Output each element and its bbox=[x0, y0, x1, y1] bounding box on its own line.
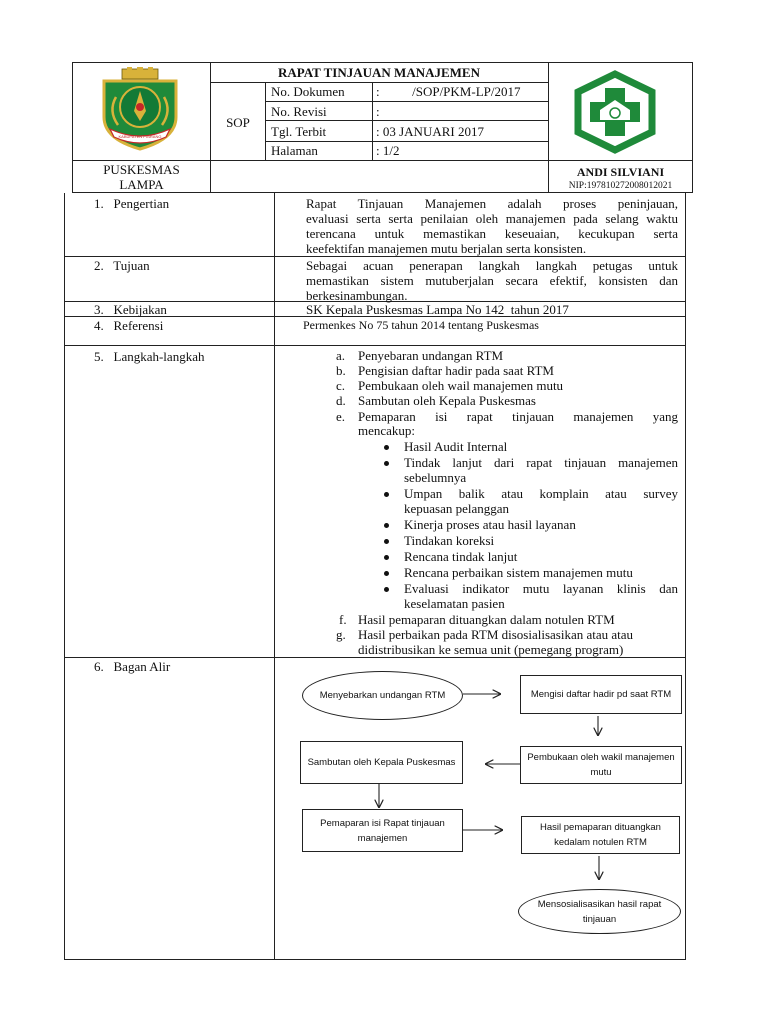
pengertian-line: Rapat Tinjauan Manajemen adalah proses peninjauan, bbox=[306, 196, 678, 211]
label-pengertian: 1. Pengertian bbox=[94, 196, 170, 211]
label-referensi: 4. Referensi bbox=[94, 318, 164, 333]
label-tujuan: 2. Tujuan bbox=[94, 258, 150, 273]
sop-label: SOP bbox=[226, 115, 250, 130]
bullet-text: Evaluasi indikator mutu layanan klinis dan bbox=[404, 581, 678, 596]
revision-label: No. Revisi bbox=[271, 104, 327, 119]
step-letter: f. bbox=[339, 612, 347, 627]
step-text: Pembukaan oleh wail manajemen mutu bbox=[358, 378, 564, 393]
bullet-text: kepuasan pelanggan bbox=[404, 501, 510, 516]
flow-node-socialize: Mensosialisasikan hasil rapat tinjauan bbox=[518, 889, 681, 934]
kebijakan-text: SK Kepala Puskesmas Lampa No 142 tahun 2017 bbox=[306, 302, 569, 317]
page-value: : 1/2 bbox=[376, 143, 400, 158]
step-text: Penyebaran undangan RTM bbox=[358, 348, 504, 363]
label-bagan-alir: 6. Bagan Alir bbox=[94, 659, 171, 674]
flow-node-distribute-invitation: Menyebarkan undangan RTM bbox=[302, 671, 463, 720]
step-text: Pemaparan isi rapat tinjauan manajemen yang bbox=[358, 409, 678, 424]
bullet-text: Hasil Audit Internal bbox=[404, 439, 508, 454]
bullet-text: Umpan balik atau komplain atau survey bbox=[404, 486, 678, 501]
doc-number-label: No. Dokumen bbox=[271, 84, 345, 99]
issue-date-value: : 03 JANUARI 2017 bbox=[376, 124, 484, 139]
flow-node-welcome-speech: Sambutan oleh Kepala Puskesmas bbox=[300, 741, 463, 784]
step-letter: c. bbox=[336, 378, 346, 393]
flow-node-minutes: Hasil pemaparan dituangkan kedalam notulen RTM bbox=[521, 816, 680, 854]
tujuan-line: memastikan sistem mutuberjalan secara efektif, konsisten dan bbox=[306, 273, 678, 288]
flow-node-opening: Pembukaan oleh wakil manajemen mutu bbox=[520, 746, 682, 784]
label-langkah: 5. Langkah-langkah bbox=[94, 349, 205, 364]
step-letter: g. bbox=[336, 627, 346, 642]
emblem-ribbon-text: KABUPATEN PINRANG bbox=[118, 134, 162, 139]
step-letter: e. bbox=[336, 409, 346, 424]
tujuan-line: Sebagai acuan penerapan langkah langkah petugas untuk bbox=[306, 258, 678, 273]
org-name: PUSKESMAS bbox=[103, 162, 180, 177]
step-text: Sambutan oleh Kepala Puskesmas bbox=[358, 393, 536, 408]
step-text: Hasil perbaikan pada RTM disosialisasikan atau atau bbox=[358, 627, 634, 642]
bullet-text: keselamatan pasien bbox=[404, 596, 505, 611]
org-location: LAMPA bbox=[119, 177, 164, 192]
bullet-text: Rencana perbaikan sistem manajemen mutu bbox=[404, 565, 633, 580]
step-text: mencakup: bbox=[358, 423, 416, 438]
page-label: Halaman bbox=[271, 143, 318, 158]
pengertian-line: terencana untuk memastikan keseuaian, kecukupan serta bbox=[306, 226, 678, 241]
pengertian-line: keefektifan manajemen mutu berjalan serta konsisten. bbox=[306, 241, 587, 256]
signatory-name: ANDI SILVIANI bbox=[576, 165, 665, 179]
bullet-text: Tindakan koreksi bbox=[404, 533, 495, 548]
doc-number-value: : /SOP/PKM-LP/2017 bbox=[376, 84, 521, 99]
bullet-text: Tindak lanjut dari rapat tinjauan manajemen bbox=[404, 455, 678, 470]
issue-date-label: Tgl. Terbit bbox=[271, 124, 327, 139]
step-letter: a. bbox=[336, 348, 346, 363]
label-kebijakan: 3. Kebijakan bbox=[94, 302, 167, 317]
step-letter: b. bbox=[336, 363, 346, 378]
bullet-text: Rencana tindak lanjut bbox=[404, 549, 518, 564]
step-text: didistribusikan ke semua unit (pemegang program) bbox=[358, 642, 624, 657]
tujuan-line: berkesinambungan. bbox=[306, 288, 408, 303]
referensi-text: Permenkes No 75 tahun 2014 tentang Puskesmas bbox=[303, 318, 539, 332]
pengertian-line: evaluasi serta serta penilaian oleh manajemen pada selang waktu bbox=[306, 211, 678, 226]
bullet-text: sebelumnya bbox=[404, 470, 467, 485]
flow-node-attendance: Mengisi daftar hadir pd saat RTM bbox=[520, 675, 682, 714]
flow-node-presentation: Pemaparan isi Rapat tinjauan manajemen bbox=[302, 809, 463, 852]
step-text: Pengisian daftar hadir pada saat RTM bbox=[358, 363, 554, 378]
step-letter: d. bbox=[336, 393, 346, 408]
revision-value: : bbox=[376, 104, 380, 119]
signatory-nip: NIP:197810272008012021 bbox=[568, 181, 673, 191]
sop-title: RAPAT TINJAUAN MANAJEMEN bbox=[278, 65, 480, 80]
bullet-text: Kinerja proses atau hasil layanan bbox=[404, 517, 576, 532]
step-text: Hasil pemaparan dituangkan dalam notulen RTM bbox=[358, 612, 615, 627]
